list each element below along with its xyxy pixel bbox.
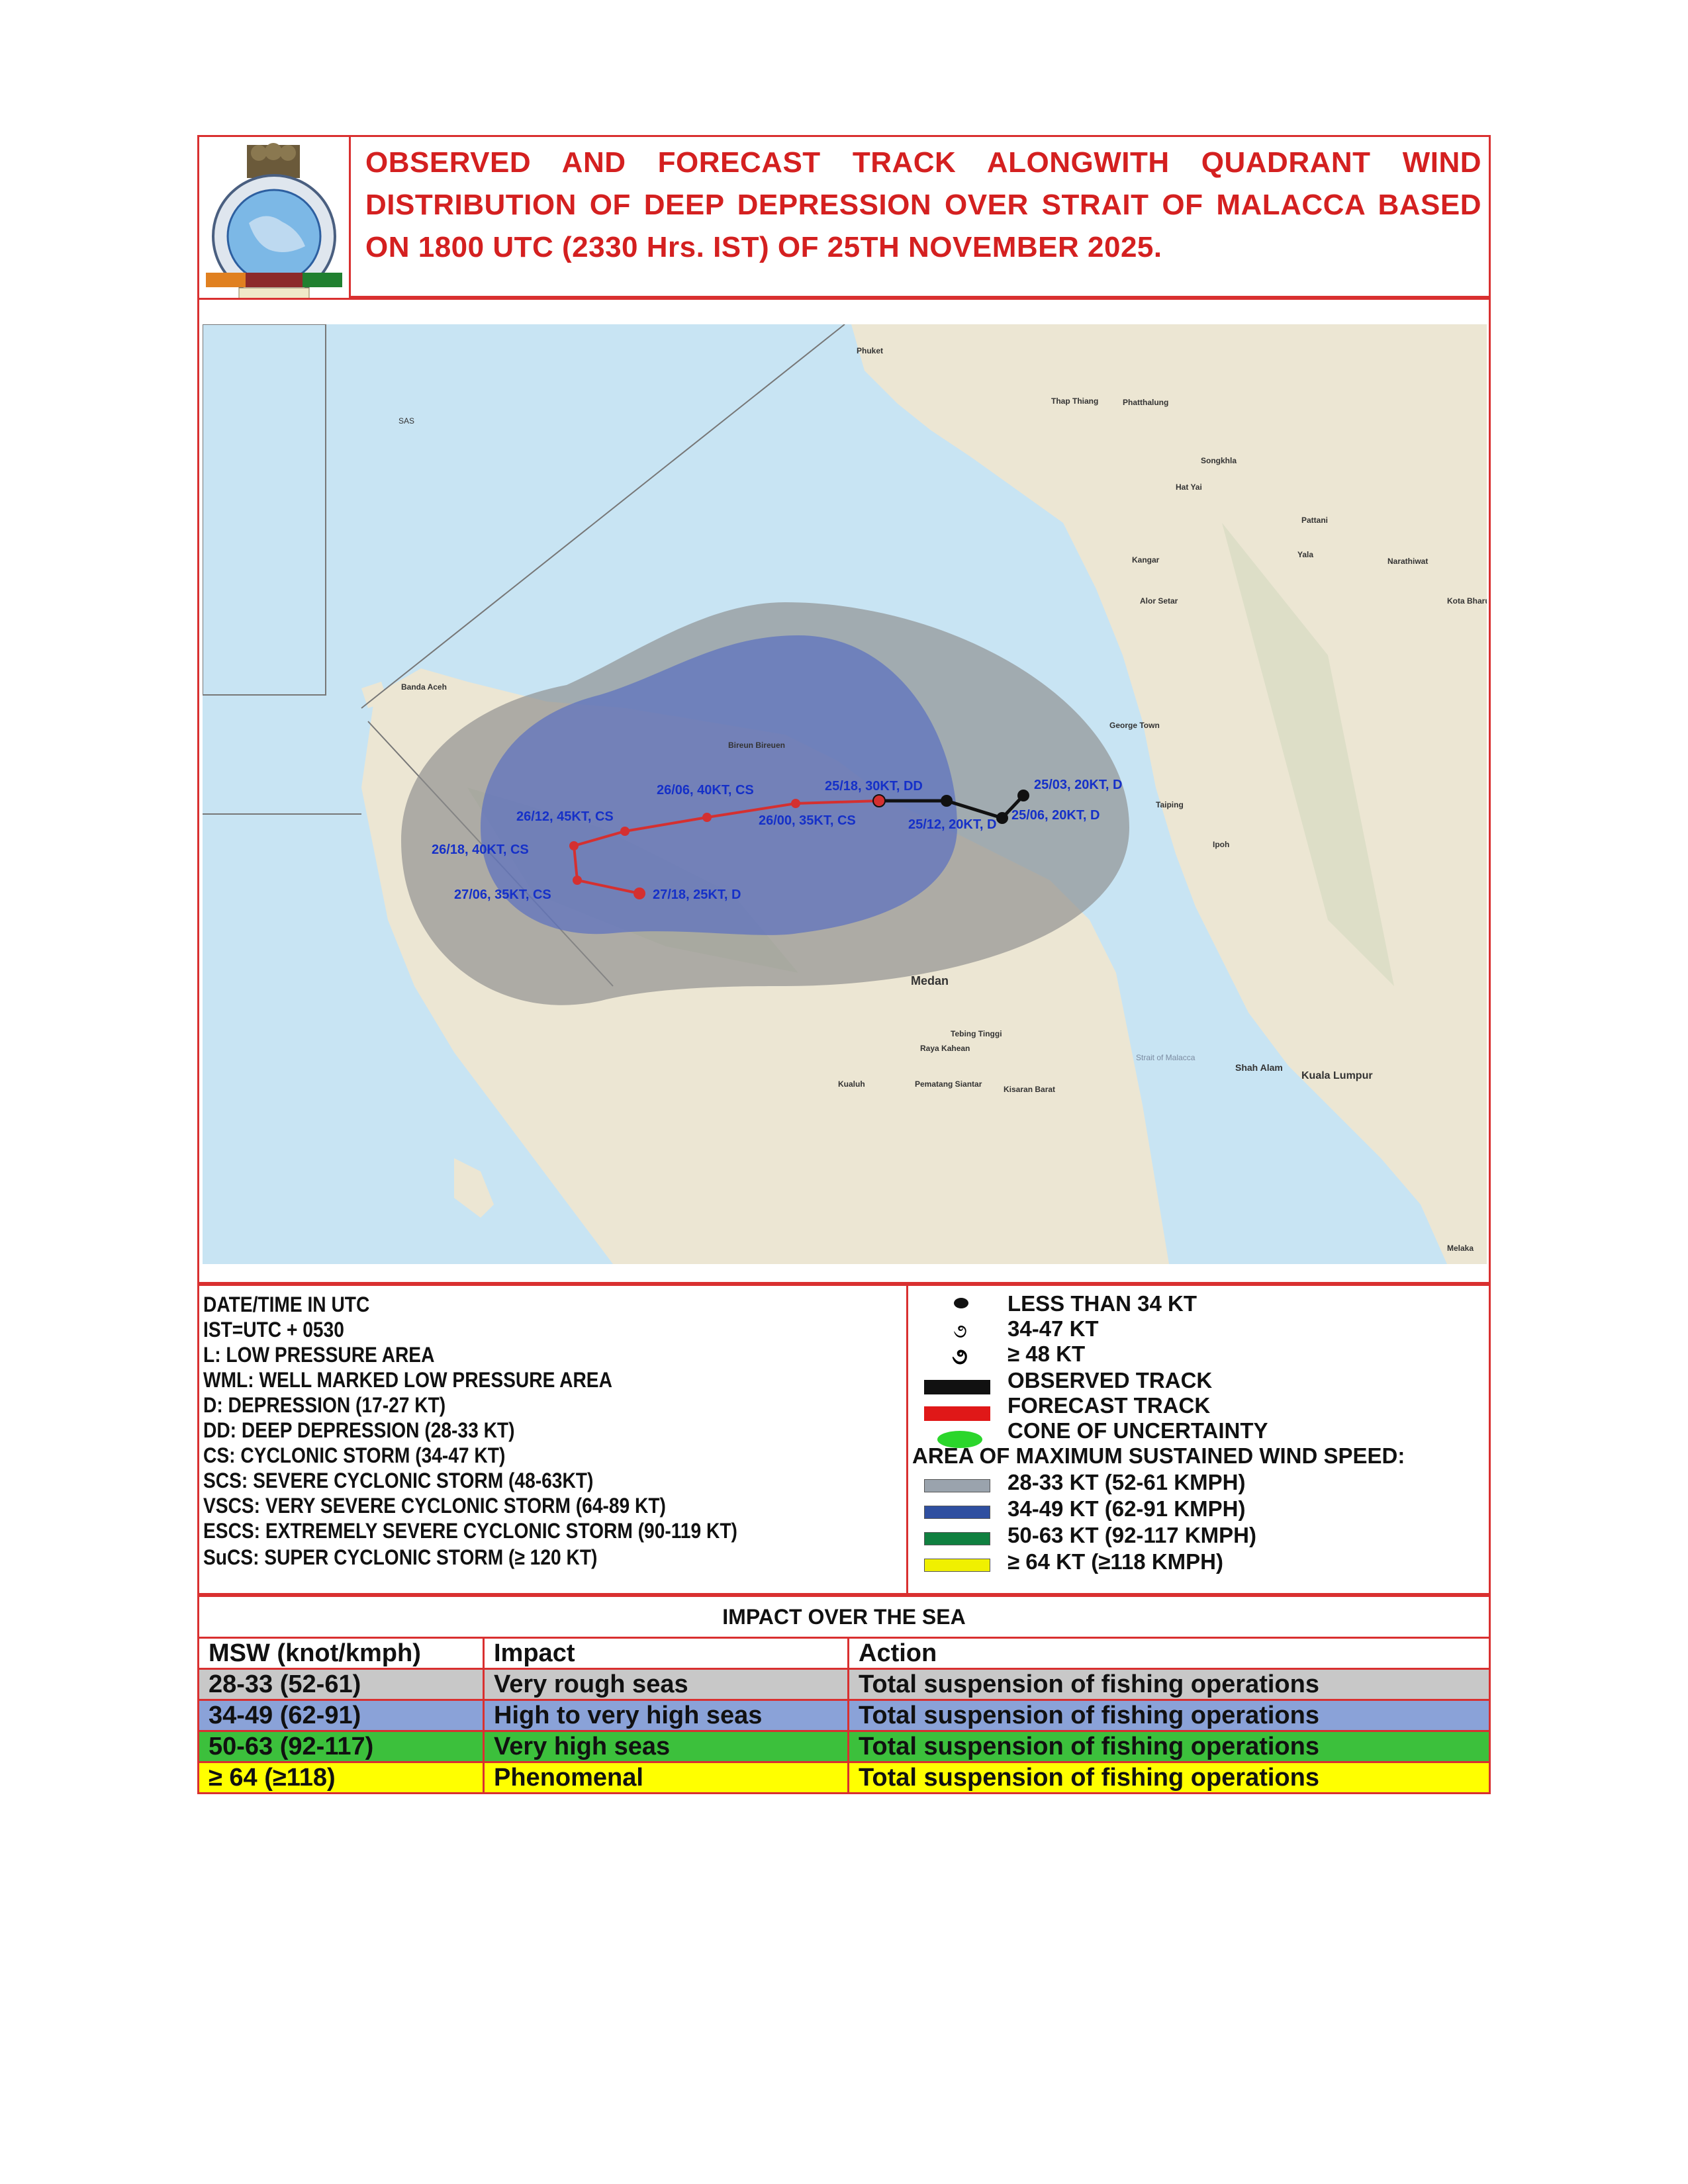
forecast-track-swatch xyxy=(924,1406,990,1421)
table-row xyxy=(199,1700,1490,1731)
legend-cone: CONE OF UNCERTAINTY xyxy=(1008,1418,1268,1443)
place-bireun: Bireun Bireuen xyxy=(728,741,786,750)
legend-line: SCS: SEVERE CYCLONIC STORM (48-63KT) xyxy=(203,1469,594,1492)
swatch-label: 28-33 KT (52-61 KMPH) xyxy=(1008,1470,1246,1494)
impact-cell: Very high seas xyxy=(484,1731,849,1762)
action-cell: Total suspension of fishing operations xyxy=(849,1731,1490,1762)
legend-forecast: FORECAST TRACK xyxy=(1008,1393,1211,1418)
swatch-label: ≥ 64 KT (≥118 KMPH) xyxy=(1008,1549,1223,1574)
legend-line: SuCS: SUPER CYCLONIC STORM (≥ 120 KT) xyxy=(203,1545,598,1569)
column-header: Action xyxy=(849,1638,1490,1669)
label-2606: 26/06, 40KT, CS xyxy=(657,783,754,797)
column-header: Impact xyxy=(484,1638,849,1669)
msw-cell: 50-63 (92-117) xyxy=(199,1731,484,1762)
place-raya-kahean: Raya Kahean xyxy=(920,1044,970,1053)
place-alor-setar: Alor Setar xyxy=(1140,596,1178,606)
legend-observed: OBSERVED TRACK xyxy=(1008,1368,1213,1392)
label-2706: 27/06, 35KT, CS xyxy=(454,887,551,902)
table-row xyxy=(199,1669,1490,1700)
legend-line: CS: CYCLONIC STORM (34-47 KT) xyxy=(203,1443,506,1467)
swatch-2833 xyxy=(924,1479,990,1492)
legend-ge48: ≥ 48 KT xyxy=(1008,1342,1086,1366)
place-yala: Yala xyxy=(1297,550,1314,559)
legend-line: DD: DEEP DEPRESSION (28-33 KT) xyxy=(203,1418,515,1442)
place-pematang-siantar: Pematang Siantar xyxy=(915,1079,982,1089)
place-hat-yai: Hat Yai xyxy=(1176,482,1202,492)
place-kuala-lumpur: Kuala Lumpur xyxy=(1301,1070,1373,1081)
impact-table xyxy=(197,1595,1491,1792)
swatch-label: 34-49 KT (62-91 KMPH) xyxy=(1008,1496,1246,1521)
place-ipoh: Ipoh xyxy=(1213,840,1230,849)
msw-cell: 34-49 (62-91) xyxy=(199,1700,484,1731)
legend-abbreviations xyxy=(197,1284,908,1595)
label-2512: 25/12, 20KT, D xyxy=(908,817,997,832)
track-point-2600 xyxy=(791,799,800,808)
msw-cell: ≥ 64 (≥118) xyxy=(199,1762,484,1794)
label-2600: 26/00, 35KT, CS xyxy=(759,813,856,828)
legend-3447: 34-47 KT xyxy=(1008,1316,1099,1341)
msw-cell: 28-33 (52-61) xyxy=(199,1669,484,1700)
label-2612: 26/12, 45KT, CS xyxy=(516,809,614,824)
place-george-town: George Town xyxy=(1109,721,1160,730)
place-kota-bharu: Kota Bharu xyxy=(1447,596,1487,606)
impact-cell: Very rough seas xyxy=(484,1669,849,1700)
label-2503: 25/03, 20KT, D xyxy=(1034,778,1123,792)
swatch-5063 xyxy=(924,1532,990,1545)
table-row xyxy=(199,1762,1490,1794)
place-medan: Medan xyxy=(911,974,949,987)
place-songkhla: Songkhla xyxy=(1201,456,1237,465)
legend-line: VSCS: VERY SEVERE CYCLONIC STORM (64-89 KT) xyxy=(203,1494,666,1518)
action-cell: Total suspension of fishing operations xyxy=(849,1762,1490,1794)
action-cell: Total suspension of fishing operations xyxy=(849,1700,1490,1731)
page-title: OBSERVED AND FORECAST TRACK ALONGWITH QUADRANT WIND DISTRIBUTION OF DEEP DEPRESSION OVER STRAIT OF MALACCA BASED ON 1800 UTC (2330 Hrs. IST) OF 25TH NOVEMBER 2025. xyxy=(365,146,1481,263)
place-kangar: Kangar xyxy=(1132,555,1160,565)
swatch-64 xyxy=(924,1559,990,1572)
place-taiping: Taiping xyxy=(1156,800,1184,809)
track-point-2506 xyxy=(996,812,1008,824)
track-point-2706 xyxy=(573,876,582,885)
track-point-2612 xyxy=(620,827,630,836)
track-point-2518 xyxy=(873,795,885,807)
legend-area-title: AREA OF MAXIMUM SUSTAINED WIND SPEED: xyxy=(912,1443,1405,1468)
place-tebing-tinggi: Tebing Tinggi xyxy=(951,1029,1002,1038)
track-map xyxy=(203,324,1487,1264)
place-melaka: Melaka xyxy=(1447,1244,1474,1253)
swatch-label: 50-63 KT (92-117 KMPH) xyxy=(1008,1523,1256,1547)
place-strait: Strait of Malacca xyxy=(1136,1053,1196,1062)
column-header: MSW (knot/kmph) xyxy=(199,1638,484,1669)
impact-title: IMPACT OVER THE SEA xyxy=(199,1596,1490,1638)
legend-line: WML: WELL MARKED LOW PRESSURE AREA xyxy=(203,1368,612,1392)
legend-line: DATE/TIME IN UTC xyxy=(203,1293,370,1316)
cs-symbol-icon: ૭ xyxy=(953,1320,967,1343)
place-kualuh: Kualuh xyxy=(838,1079,865,1089)
action-cell: Total suspension of fishing operations xyxy=(849,1669,1490,1700)
place-thap-thiang: Thap Thiang xyxy=(1051,396,1099,406)
scs-symbol-icon: ૭ xyxy=(952,1343,968,1370)
legend-symbols xyxy=(908,1284,1491,1595)
place-phuket: Phuket xyxy=(857,346,884,355)
place-kisaran-barat: Kisaran Barat xyxy=(1004,1085,1056,1094)
place-sas: SAS xyxy=(399,416,415,426)
track-point-2718 xyxy=(633,887,645,899)
track-point-2512 xyxy=(941,795,953,807)
legend-line: D: DEPRESSION (17-27 KT) xyxy=(203,1393,446,1417)
track-point-2503 xyxy=(1017,790,1029,801)
track-point-2618 xyxy=(569,841,579,850)
observed-track-swatch xyxy=(924,1380,990,1394)
impact-cell: High to very high seas xyxy=(484,1700,849,1731)
place-phatthalung: Phatthalung xyxy=(1123,398,1169,407)
logo-box xyxy=(197,135,351,306)
legend-line: ESCS: EXTREMELY SEVERE CYCLONIC STORM (90-119 KT) xyxy=(203,1519,737,1543)
legend-less34: LESS THAN 34 KT xyxy=(1008,1291,1197,1316)
label-2506: 25/06, 20KT, D xyxy=(1011,808,1100,823)
imd-logo xyxy=(199,137,349,304)
swatch-3449 xyxy=(924,1506,990,1519)
place-banda-aceh: Banda Aceh xyxy=(401,682,447,692)
label-2618: 26/18, 40KT, CS xyxy=(432,842,529,857)
track-point-2606 xyxy=(702,813,712,822)
impact-cell: Phenomenal xyxy=(484,1762,849,1794)
place-shah-alam: Shah Alam xyxy=(1235,1062,1283,1073)
dot-icon xyxy=(954,1298,968,1308)
legend-line: IST=UTC + 0530 xyxy=(203,1318,344,1342)
place-narathiwat: Narathiwat xyxy=(1387,557,1429,566)
table-row xyxy=(199,1731,1490,1762)
place-pattani: Pattani xyxy=(1301,516,1329,525)
label-2718: 27/18, 25KT, D xyxy=(653,887,741,902)
label-2518: 25/18, 30KT, DD xyxy=(825,779,923,794)
legend-line: L: LOW PRESSURE AREA xyxy=(203,1343,435,1367)
